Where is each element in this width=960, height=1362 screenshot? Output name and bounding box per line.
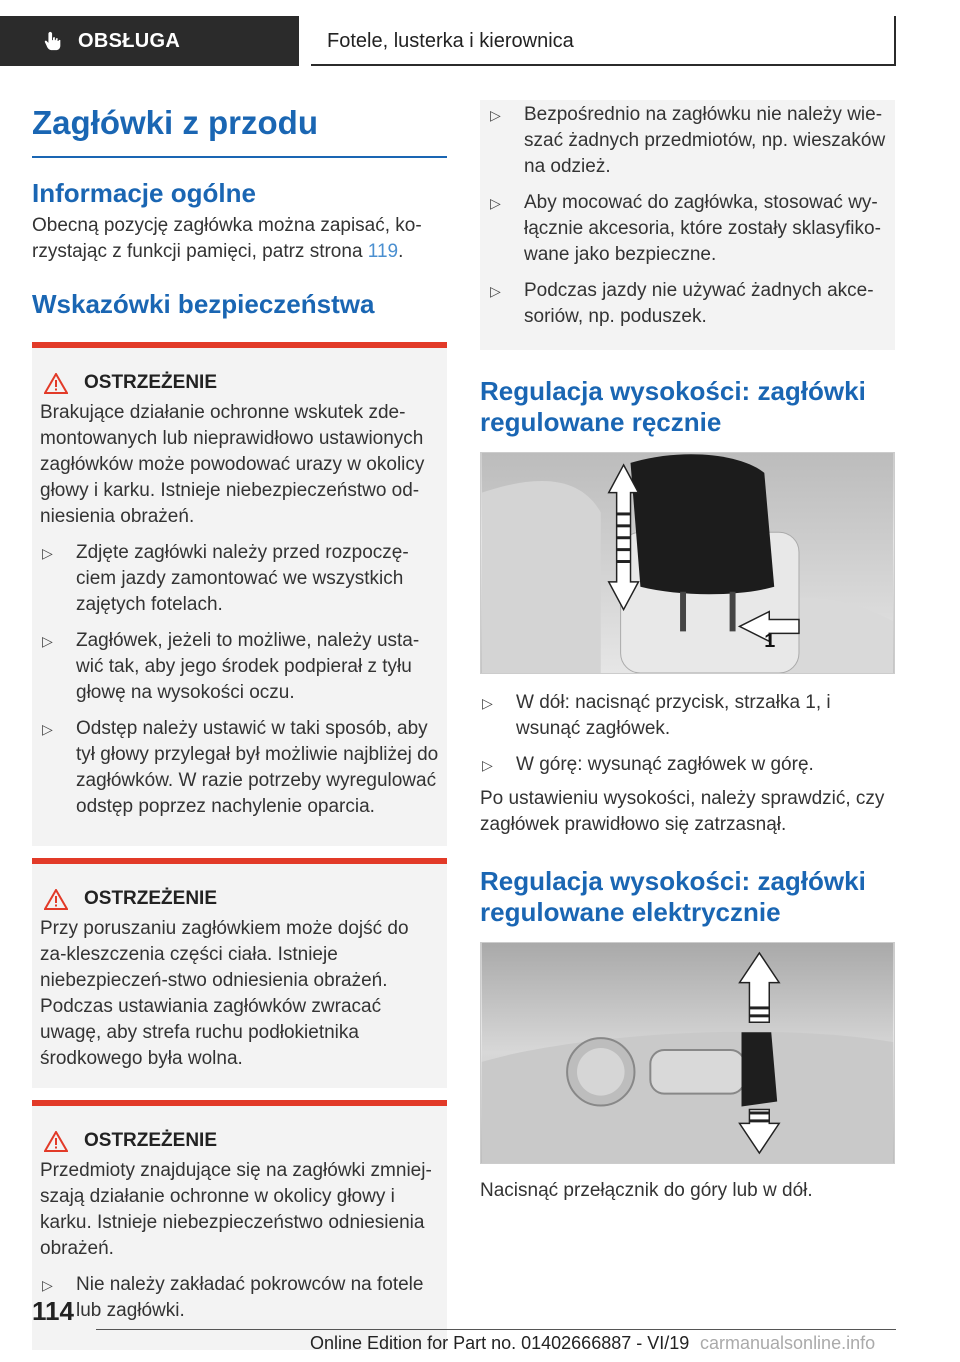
bullet-triangle-icon: ▷ xyxy=(42,545,53,561)
list-item xyxy=(40,628,439,706)
page-number: 114 xyxy=(32,1296,74,1326)
bullet-text: Zdjęte zagłówki należy przed rozpoczę-ciem jazdy zamontować we wszystkich zajętych fotelach. xyxy=(76,542,409,615)
list-item xyxy=(488,190,887,268)
bullet-triangle-icon: ▷ xyxy=(42,633,53,649)
bullet-triangle-icon: ▷ xyxy=(482,757,493,773)
callout-label: 1 xyxy=(764,630,776,653)
bullet-text: Podczas jazdy nie używać żadnych akce-soriów, np. poduszek. xyxy=(524,280,874,327)
bullet-text: W górę: wysunąć zagłówek w górę. xyxy=(516,754,814,775)
footer-divider xyxy=(96,1329,896,1330)
seat-switch-image xyxy=(480,942,895,1164)
electric-paragraph: Nacisnąć przełącznik do góry lub w dół. xyxy=(480,1180,813,1201)
bullet-triangle-icon: ▷ xyxy=(490,195,501,211)
hand-icon xyxy=(42,30,64,52)
continued-warning-box xyxy=(480,100,895,350)
manual-heading: Regulacja wysokości: zagłówki regulowane ręcznie xyxy=(480,376,866,437)
continued-bullets xyxy=(488,102,887,330)
bullet-text: Aby mocować do zagłówka, stosować wy-łącznie akcesoria, które zostały sklasyfiko-wane jako bezpieczne. xyxy=(524,192,881,265)
warning-triangle-icon xyxy=(44,373,68,394)
warning-triangle-icon xyxy=(44,889,68,910)
list-item xyxy=(40,1272,439,1324)
warning-box xyxy=(32,342,447,846)
bullet-triangle-icon: ▷ xyxy=(490,107,501,123)
manual-paragraph: Po ustawieniu wysokości, należy sprawdzić, czy zagłówek prawidłowo się zatrzasnął. xyxy=(480,788,885,835)
list-item xyxy=(488,278,887,330)
list-item xyxy=(480,690,895,742)
left-column xyxy=(32,100,447,1350)
bullet-triangle-icon: ▷ xyxy=(490,283,501,299)
warning-text: Przedmioty znajdujące się na zagłówki zmniej-szają działanie ochronne w okolicy głowy i karku. Istnieje niebezpieczeństwo odniesienia obrażeń. xyxy=(40,1160,432,1259)
warning-title: OSTRZEŻENIE xyxy=(84,888,218,909)
warning-title: OSTRZEŻENIE xyxy=(84,1130,218,1151)
bullet-text: Nie należy zakładać pokrowców na fotele lub zagłówki. xyxy=(76,1274,424,1321)
warning-title-row xyxy=(44,1130,439,1152)
footer-watermark: carmanualsonline.info xyxy=(700,1333,876,1353)
right-column xyxy=(480,100,895,1204)
section-label: OBSŁUGA xyxy=(78,29,181,52)
general-end: . xyxy=(398,241,404,262)
bullet-text: W dół: nacisnąć przycisk, strzałka 1, i wsunąć zagłówek. xyxy=(516,692,831,739)
warning-title: OSTRZEŻENIE xyxy=(84,372,218,393)
list-item xyxy=(40,540,439,618)
warning-box xyxy=(32,1100,447,1350)
warning-box xyxy=(32,858,447,1088)
warning-bullets xyxy=(40,1272,439,1324)
bullet-text: Zagłówek, jeżeli to możliwe, należy usta-wić tak, aby jego środek podpierał z tyłu głowę na wysokości oczu. xyxy=(76,630,420,703)
list-item xyxy=(40,716,439,820)
manual-bullets xyxy=(480,690,895,778)
page-title: Zagłówki z przodu xyxy=(32,104,447,158)
warning-bullets xyxy=(40,540,439,820)
bullet-triangle-icon: ▷ xyxy=(42,1277,53,1293)
general-heading: Informacje ogólne xyxy=(32,178,256,208)
section-tab xyxy=(0,16,299,66)
headrest-image xyxy=(480,452,895,674)
electric-heading: Regulacja wysokości: zagłówki regulowane elektrycznie xyxy=(480,866,866,927)
list-item xyxy=(488,102,887,180)
chapter-title: Fotele, lusterka i kierownica xyxy=(311,16,896,66)
page-link[interactable]: 119 xyxy=(367,241,399,262)
warning-triangle-icon xyxy=(44,1131,68,1152)
general-paragraph xyxy=(32,213,447,265)
general-text: Obecną pozycję zagłówka można zapisać, ko-rzystając z funkcji pamięci, patrz strona xyxy=(32,215,422,262)
bullet-text: Odstęp należy ustawić w taki sposób, aby tył głowy przylegał był możliwie najbliżej do zagłówków. W razie potrzeby wyregulować odstęp poprzez nachylenie oparcia. xyxy=(76,718,439,817)
bullet-triangle-icon: ▷ xyxy=(42,721,53,737)
list-item xyxy=(480,752,895,778)
bullet-text: Bezpośrednio na zagłówku nie należy wie-szać żadnych przedmiotów, np. wieszaków na odzież. xyxy=(524,104,886,177)
warning-text: Przy poruszaniu zagłówkiem może dojść do za-kleszczenia części ciała. Istnieje niebezpieczeń-stwo odniesienia obrażeń. Podczas ustawiania zagłówków zwracać uwagę, aby strefa ruchu podłokietnika środkowego była wolna. xyxy=(40,918,409,1069)
warning-title-row xyxy=(44,888,439,910)
safety-heading: Wskazówki bezpieczeństwa xyxy=(32,289,375,319)
bullet-triangle-icon: ▷ xyxy=(482,695,493,711)
warning-text: Brakujące działanie ochronne wskutek zde-montowanych lub nieprawidłowo ustawionych zagłówków może powodować urazy w okolicy głowy i karku. Istnieje niebezpieczeństwo od-niesienia obrażeń. xyxy=(40,402,425,527)
footer-edition: Online Edition for Part no. 01402666887 - VI/19 xyxy=(310,1333,690,1353)
warning-title-row xyxy=(44,372,439,394)
